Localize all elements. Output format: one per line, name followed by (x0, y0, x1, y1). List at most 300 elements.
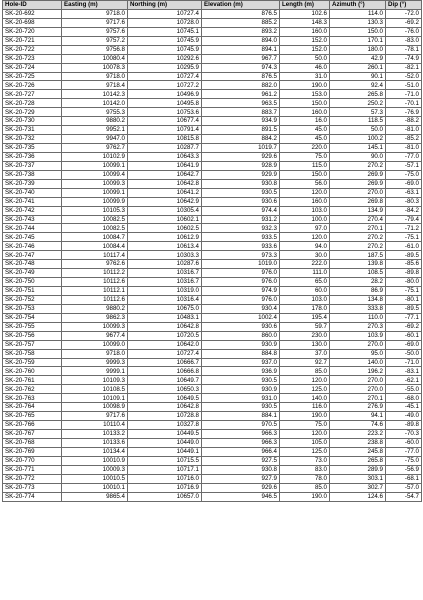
cell-elevation: 927.9 (202, 474, 280, 483)
cell-northing: 10449.5 (128, 430, 202, 439)
header-row (3, 1, 422, 10)
cell-dip: -83.1 (386, 367, 422, 376)
cell-northing: 10716.9 (128, 483, 202, 492)
cell-azimuth: 90.1 (330, 72, 386, 81)
cell-elevation: 930.5 (202, 376, 280, 385)
table-row (3, 99, 422, 108)
cell-length: 120.0 (280, 376, 330, 385)
cell-azimuth: 114.0 (330, 9, 386, 18)
table-body (3, 9, 422, 501)
table-row (3, 287, 422, 296)
cell-northing: 10642.8 (128, 403, 202, 412)
cell-dip: -56.9 (386, 465, 422, 474)
cell-hole-id: SK-20-736 (3, 152, 62, 161)
table-row (3, 224, 422, 233)
cell-elevation: 974.3 (202, 63, 280, 72)
cell-hole-id: SK-20-692 (3, 9, 62, 18)
cell-easting: 10078.3 (62, 63, 128, 72)
cell-length: 152.0 (280, 36, 330, 45)
table-row (3, 108, 422, 117)
table-row (3, 385, 422, 394)
cell-hole-id: SK-20-737 (3, 161, 62, 170)
cell-easting: 10112.6 (62, 295, 128, 304)
cell-elevation: 974.4 (202, 206, 280, 215)
table-row (3, 188, 422, 197)
cell-length: 120.0 (280, 188, 330, 197)
table-row (3, 152, 422, 161)
cell-hole-id: SK-20-762 (3, 385, 62, 394)
table-row (3, 492, 422, 501)
cell-northing: 10727.4 (128, 349, 202, 358)
cell-length: 125.0 (280, 385, 330, 394)
cell-elevation: 961.2 (202, 90, 280, 99)
cell-azimuth: 333.8 (330, 304, 386, 313)
cell-northing: 10649.7 (128, 376, 202, 385)
cell-dip: -69.2 (386, 322, 422, 331)
cell-azimuth: 270.2 (330, 233, 386, 242)
cell-elevation: 1002.4 (202, 313, 280, 322)
cell-hole-id: SK-20-739 (3, 179, 62, 188)
table-row (3, 215, 422, 224)
cell-length: 75.0 (280, 421, 330, 430)
cell-azimuth: 270.2 (330, 242, 386, 251)
cell-elevation: 933.5 (202, 233, 280, 242)
cell-elevation: 931.2 (202, 215, 280, 224)
cell-azimuth: 270.1 (330, 394, 386, 403)
cell-length: 160.0 (280, 197, 330, 206)
table-row (3, 206, 422, 215)
cell-easting: 10142.3 (62, 90, 128, 99)
cell-northing: 10657.0 (128, 492, 202, 501)
cell-azimuth: 145.1 (330, 144, 386, 153)
cell-hole-id: SK-20-698 (3, 18, 62, 27)
cell-easting: 10133.2 (62, 430, 128, 439)
cell-length: 59.7 (280, 322, 330, 331)
cell-hole-id: SK-20-763 (3, 394, 62, 403)
cell-length: 190.0 (280, 492, 330, 501)
cell-hole-id: SK-20-743 (3, 215, 62, 224)
cell-azimuth: 118.5 (330, 117, 386, 126)
cell-northing: 10495.8 (128, 99, 202, 108)
cell-dip: -50.0 (386, 349, 422, 358)
cell-northing: 10643.3 (128, 152, 202, 161)
cell-northing: 10327.8 (128, 421, 202, 430)
cell-dip: -89.8 (386, 269, 422, 278)
cell-hole-id: SK-20-752 (3, 295, 62, 304)
cell-easting: 9862.3 (62, 313, 128, 322)
cell-elevation: 976.0 (202, 269, 280, 278)
cell-length: 102.6 (280, 9, 330, 18)
table-row (3, 72, 422, 81)
cell-dip: -55.0 (386, 385, 422, 394)
cell-azimuth: 57.3 (330, 108, 386, 117)
cell-azimuth: 223.2 (330, 430, 386, 439)
cell-elevation: 930.6 (202, 197, 280, 206)
cell-azimuth: 265.8 (330, 90, 386, 99)
cell-northing: 10449.1 (128, 447, 202, 456)
cell-length: 60.0 (280, 287, 330, 296)
cell-northing: 10295.9 (128, 63, 202, 72)
cell-hole-id: SK-20-755 (3, 322, 62, 331)
table-row (3, 313, 422, 322)
cell-dip: -60.1 (386, 331, 422, 340)
cell-dip: -71.0 (386, 90, 422, 99)
cell-dip: -77.0 (386, 447, 422, 456)
cell-hole-id: SK-20-729 (3, 108, 62, 117)
cell-northing: 10316.7 (128, 278, 202, 287)
cell-dip: -76.0 (386, 27, 422, 36)
cell-azimuth: 302.7 (330, 483, 386, 492)
table-row (3, 322, 422, 331)
cell-length: 160.0 (280, 27, 330, 36)
cell-hole-id: SK-20-754 (3, 313, 62, 322)
cell-dip: -52.0 (386, 72, 422, 81)
cell-dip: -45.1 (386, 403, 422, 412)
cell-elevation: 930.9 (202, 385, 280, 394)
cell-hole-id: SK-20-761 (3, 376, 62, 385)
table-row (3, 126, 422, 135)
cell-length: 150.0 (280, 99, 330, 108)
cell-dip: -77.0 (386, 152, 422, 161)
cell-hole-id: SK-20-748 (3, 260, 62, 269)
cell-length: 85.0 (280, 367, 330, 376)
cell-hole-id: SK-20-728 (3, 99, 62, 108)
cell-northing: 10316.7 (128, 269, 202, 278)
cell-azimuth: 103.9 (330, 331, 386, 340)
table-row (3, 36, 422, 45)
cell-dip: -68.1 (386, 474, 422, 483)
cell-length: 103.0 (280, 206, 330, 215)
cell-easting: 10009.3 (62, 465, 128, 474)
cell-northing: 10745.9 (128, 36, 202, 45)
cell-length: 85.0 (280, 483, 330, 492)
table-row (3, 376, 422, 385)
cell-azimuth: 276.9 (330, 403, 386, 412)
cell-elevation: 929.6 (202, 483, 280, 492)
cell-elevation: 882.0 (202, 81, 280, 90)
header-azimuth: Azimuth (°) (330, 1, 386, 10)
cell-hole-id: SK-20-725 (3, 72, 62, 81)
table-row (3, 18, 422, 27)
cell-easting: 9718.4 (62, 81, 128, 90)
cell-hole-id: SK-20-730 (3, 117, 62, 126)
table-row (3, 403, 422, 412)
cell-northing: 10716.0 (128, 474, 202, 483)
cell-hole-id: SK-20-722 (3, 45, 62, 54)
cell-length: 37.0 (280, 349, 330, 358)
cell-dip: -61.0 (386, 242, 422, 251)
cell-northing: 10316.4 (128, 295, 202, 304)
cell-length: 140.0 (280, 394, 330, 403)
cell-dip: -69.2 (386, 18, 422, 27)
table-row (3, 242, 422, 251)
cell-northing: 10727.4 (128, 9, 202, 18)
cell-dip: -70.1 (386, 99, 422, 108)
table-header (3, 1, 422, 10)
cell-azimuth: 50.0 (330, 126, 386, 135)
table-row (3, 54, 422, 63)
cell-easting: 9757.6 (62, 27, 128, 36)
cell-azimuth: 94.1 (330, 412, 386, 421)
cell-dip: -54.7 (386, 492, 422, 501)
cell-dip: -81.0 (386, 126, 422, 135)
cell-azimuth: 270.0 (330, 340, 386, 349)
cell-northing: 10642.7 (128, 170, 202, 179)
cell-azimuth: 270.0 (330, 188, 386, 197)
cell-dip: -89.8 (386, 421, 422, 430)
table-row (3, 456, 422, 465)
cell-dip: -69.0 (386, 340, 422, 349)
table-row (3, 465, 422, 474)
cell-northing: 10496.9 (128, 90, 202, 99)
cell-elevation: 891.5 (202, 126, 280, 135)
cell-azimuth: 270.3 (330, 322, 386, 331)
cell-length: 92.7 (280, 358, 330, 367)
cell-azimuth: 245.8 (330, 447, 386, 456)
cell-elevation: 976.0 (202, 295, 280, 304)
cell-northing: 10728.8 (128, 412, 202, 421)
cell-hole-id: SK-20-732 (3, 135, 62, 144)
cell-length: 195.4 (280, 313, 330, 322)
cell-azimuth: 42.9 (330, 54, 386, 63)
cell-elevation: 967.7 (202, 54, 280, 63)
cell-hole-id: SK-20-744 (3, 224, 62, 233)
table-row (3, 251, 422, 260)
cell-azimuth: 139.8 (330, 260, 386, 269)
table-row (3, 295, 422, 304)
cell-dip: -71.0 (386, 358, 422, 367)
cell-length: 97.0 (280, 224, 330, 233)
cell-easting: 9718.0 (62, 9, 128, 18)
cell-hole-id: SK-20-731 (3, 126, 62, 135)
cell-easting: 9717.6 (62, 412, 128, 421)
cell-easting: 10082.5 (62, 224, 128, 233)
header-length: Length (m) (280, 1, 330, 10)
cell-dip: -84.2 (386, 206, 422, 215)
cell-easting: 10108.5 (62, 385, 128, 394)
cell-azimuth: 108.5 (330, 269, 386, 278)
cell-length: 65.0 (280, 278, 330, 287)
cell-easting: 9762.6 (62, 260, 128, 269)
cell-dip: -85.6 (386, 260, 422, 269)
drill-hole-table-container (2, 0, 421, 502)
cell-azimuth: 86.9 (330, 287, 386, 296)
cell-length: 222.0 (280, 260, 330, 269)
cell-elevation: 933.6 (202, 242, 280, 251)
cell-azimuth: 180.0 (330, 45, 386, 54)
cell-length: 111.0 (280, 269, 330, 278)
table-row (3, 474, 422, 483)
cell-dip: -83.0 (386, 36, 422, 45)
cell-length: 103.0 (280, 295, 330, 304)
cell-easting: 10080.4 (62, 54, 128, 63)
cell-azimuth: 269.8 (330, 197, 386, 206)
cell-easting: 9677.4 (62, 331, 128, 340)
cell-elevation: 930.8 (202, 465, 280, 474)
cell-northing: 10641.2 (128, 188, 202, 197)
cell-length: 75.0 (280, 152, 330, 161)
cell-northing: 10319.0 (128, 287, 202, 296)
cell-easting: 9865.4 (62, 492, 128, 501)
cell-azimuth: 124.6 (330, 492, 386, 501)
cell-easting: 10099.1 (62, 188, 128, 197)
cell-length: 115.0 (280, 161, 330, 170)
cell-elevation: 930.5 (202, 188, 280, 197)
cell-dip: -57.0 (386, 483, 422, 492)
cell-azimuth: 265.8 (330, 456, 386, 465)
cell-length: 160.0 (280, 108, 330, 117)
cell-length: 30.0 (280, 251, 330, 260)
cell-azimuth: 238.8 (330, 438, 386, 447)
cell-length: 190.0 (280, 81, 330, 90)
cell-northing: 10717.1 (128, 465, 202, 474)
cell-hole-id: SK-20-764 (3, 403, 62, 412)
cell-dip: -74.9 (386, 54, 422, 63)
cell-northing: 10303.3 (128, 251, 202, 260)
cell-northing: 10727.2 (128, 81, 202, 90)
cell-azimuth: 134.8 (330, 295, 386, 304)
cell-hole-id: SK-20-760 (3, 367, 62, 376)
cell-length: 178.0 (280, 304, 330, 313)
cell-hole-id: SK-20-757 (3, 340, 62, 349)
cell-azimuth: 74.6 (330, 421, 386, 430)
cell-elevation: 931.0 (202, 394, 280, 403)
cell-dip: -80.1 (386, 295, 422, 304)
cell-elevation: 929.9 (202, 170, 280, 179)
cell-easting: 9756.8 (62, 45, 128, 54)
cell-hole-id: SK-20-720 (3, 27, 62, 36)
cell-azimuth: 270.0 (330, 376, 386, 385)
cell-azimuth: 289.9 (330, 465, 386, 474)
cell-length: 100.0 (280, 215, 330, 224)
cell-easting: 10110.4 (62, 421, 128, 430)
cell-hole-id: SK-20-727 (3, 90, 62, 99)
cell-azimuth: 110.0 (330, 313, 386, 322)
cell-easting: 9952.1 (62, 126, 128, 135)
table-row (3, 117, 422, 126)
cell-hole-id: SK-20-768 (3, 438, 62, 447)
cell-northing: 10292.6 (128, 54, 202, 63)
table-row (3, 45, 422, 54)
cell-easting: 10099.9 (62, 197, 128, 206)
cell-dip: -76.9 (386, 108, 422, 117)
cell-easting: 9947.0 (62, 135, 128, 144)
cell-easting: 9717.6 (62, 18, 128, 27)
cell-elevation: 883.7 (202, 108, 280, 117)
cell-hole-id: SK-20-758 (3, 349, 62, 358)
cell-elevation: 884.1 (202, 412, 280, 421)
cell-northing: 10649.5 (128, 394, 202, 403)
cell-easting: 10010.1 (62, 483, 128, 492)
cell-easting: 10082.5 (62, 215, 128, 224)
cell-dip: -63.1 (386, 188, 422, 197)
cell-easting: 10109.1 (62, 394, 128, 403)
cell-dip: -75.0 (386, 170, 422, 179)
cell-azimuth: 92.4 (330, 81, 386, 90)
cell-easting: 10010.9 (62, 456, 128, 465)
cell-northing: 10745.1 (128, 27, 202, 36)
table-row (3, 260, 422, 269)
cell-northing: 10675.0 (128, 304, 202, 313)
cell-dip: -75.1 (386, 287, 422, 296)
cell-azimuth: 270.4 (330, 215, 386, 224)
cell-dip: -75.0 (386, 456, 422, 465)
cell-elevation: 894.1 (202, 45, 280, 54)
cell-easting: 10099.4 (62, 170, 128, 179)
cell-length: 130.0 (280, 340, 330, 349)
cell-hole-id: SK-20-745 (3, 233, 62, 242)
cell-hole-id: SK-20-726 (3, 81, 62, 90)
header-northing: Northing (m) (128, 1, 202, 10)
cell-easting: 10099.3 (62, 322, 128, 331)
cell-dip: -80.3 (386, 197, 422, 206)
cell-elevation: 930.8 (202, 179, 280, 188)
cell-length: 45.0 (280, 135, 330, 144)
cell-northing: 10642.8 (128, 322, 202, 331)
cell-azimuth: 187.5 (330, 251, 386, 260)
cell-northing: 10650.3 (128, 385, 202, 394)
cell-length: 46.0 (280, 63, 330, 72)
cell-dip: -82.1 (386, 63, 422, 72)
cell-northing: 10745.9 (128, 45, 202, 54)
cell-northing: 10483.1 (128, 313, 202, 322)
cell-hole-id: SK-20-749 (3, 269, 62, 278)
table-row (3, 430, 422, 439)
cell-hole-id: SK-20-742 (3, 206, 62, 215)
cell-length: 16.0 (280, 117, 330, 126)
cell-length: 153.0 (280, 90, 330, 99)
cell-dip: -49.0 (386, 412, 422, 421)
cell-hole-id: SK-20-750 (3, 278, 62, 287)
cell-dip: -89.5 (386, 304, 422, 313)
cell-elevation: 893.2 (202, 27, 280, 36)
cell-easting: 9999.1 (62, 367, 128, 376)
table-row (3, 304, 422, 313)
cell-length: 73.0 (280, 456, 330, 465)
cell-elevation: 966.3 (202, 430, 280, 439)
cell-hole-id: SK-20-740 (3, 188, 62, 197)
cell-length: 152.0 (280, 45, 330, 54)
cell-azimuth: 150.0 (330, 27, 386, 36)
cell-northing: 10753.6 (128, 108, 202, 117)
cell-hole-id: SK-20-756 (3, 331, 62, 340)
cell-hole-id: SK-20-747 (3, 251, 62, 260)
cell-dip: -80.0 (386, 278, 422, 287)
cell-elevation: 946.5 (202, 492, 280, 501)
cell-elevation: 928.9 (202, 161, 280, 170)
cell-azimuth: 134.9 (330, 206, 386, 215)
cell-easting: 10099.0 (62, 340, 128, 349)
cell-northing: 10715.5 (128, 456, 202, 465)
cell-azimuth: 260.1 (330, 63, 386, 72)
cell-elevation: 1019.0 (202, 260, 280, 269)
cell-dip: -69.0 (386, 179, 422, 188)
cell-length: 83.0 (280, 465, 330, 474)
cell-easting: 9718.0 (62, 72, 128, 81)
cell-dip: -88.2 (386, 117, 422, 126)
cell-elevation: 885.2 (202, 18, 280, 27)
cell-elevation: 884.2 (202, 135, 280, 144)
table-row (3, 340, 422, 349)
cell-northing: 10287.6 (128, 260, 202, 269)
cell-dip: -78.1 (386, 45, 422, 54)
cell-northing: 10449.0 (128, 438, 202, 447)
cell-elevation: 876.5 (202, 9, 280, 18)
table-row (3, 170, 422, 179)
cell-elevation: 936.9 (202, 367, 280, 376)
cell-elevation: 932.3 (202, 224, 280, 233)
cell-azimuth: 303.1 (330, 474, 386, 483)
